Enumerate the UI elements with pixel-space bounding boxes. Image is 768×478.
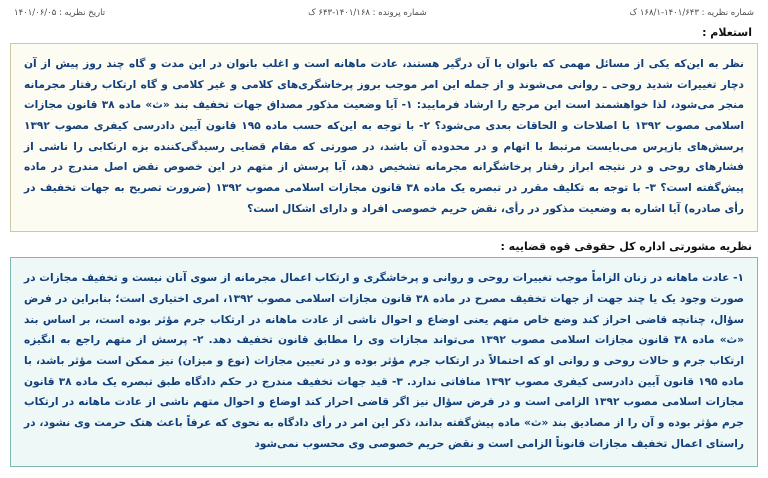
- inquiry-box: [10, 43, 758, 232]
- inquiry-text: نظر به این‌که یکی از مسائل مهمی که بانوان با آن درگیر هستند، عادت ماهانه است و اغلب بانوان در این مدت و گاه چند روز پیش از آن دچار تغییرات شدید روحی ـ روانی می‌شوند و از جمله این امر موجب بروز پرخاشگری‌های کلامی و غیر کلامی و گاه ارتکاب رفتار مجرمانه منجر می‌شود، لذا خواهشمند است این مرجع را ارشاد فرمایید: ۱- آیا وضعیت مذکور مصداق جهات تخفیف بند «ث» ماده ۳۸ قانون مجازات اسلامی مصوب ۱۳۹۲ با اصلاحات و الحاقات بعدی می‌شود؟ ۲- با توجه به این‌که حسب ماده ۱۹۵ قانون آیین دادرسی کیفری مصوب ۱۳۹۲ پرسش‌های بازپرس می‌بایست مرتبط با اتهام و در محدوده آن باشد، در صورتی که مقام قضایی رسیدگی‌کننده بزه ارتکابی را ناشی از فشارهای روحی و در نتیجه ابراز رفتار پرخاشگرانه مجرمانه تشخیص دهد، آیا پرسش از متهم در این خصوص نقض اصل مندرج در ماده پیش‌گفته است؟ ۳- با توجه به تکلیف مقرر در تبصره یک ماده ۳۸ قانون مجازات اسلامی مصوب ۱۳۹۲ (ضرورت تصریح به جهات تخفیف در رأی صادره) آیا اشاره به وضعیت مذکور در رأی، نقض حریم خصوصی افراد و دارای اشکال است؟: [24, 58, 745, 215]
- inquiry-label: استعلام :: [702, 26, 752, 39]
- case-number: شماره پرونده : ۱۴۰۱/۱۶۸-۶۴۳ ک: [308, 8, 427, 18]
- opinion-box: [10, 257, 758, 467]
- opinion-date: تاریخ نظریه : ۱۴۰۱/۰۶/۰۵: [14, 8, 106, 18]
- document-meta-row: [10, 6, 758, 18]
- opinion-number: شماره نظریه : ۱۴۰۱/۶۴۳-۱۶۸/۱ ک: [629, 8, 754, 18]
- opinion-text: ۱- عادت ماهانه در زنان الزاماً موجب تغییرات روحی و روانی و پرخاشگری و ارتکاب اعمال مجرمانه از سوی آنان نیست و تخفیف مجازات در صورت وجود یک یا چند جهت از جهات تخفیف مصرح در ماده ۳۸ قانون مجازات اسلامی مصوب ۱۳۹۲، امری اختیاری است؛ بنابراین در فرض سؤال، چنانچه قاضی احراز کند وضع خاص متهم یعنی اوضاع و احوال ناشی از عادت ماهانه در ارتکاب جرم مؤثر بوده است، بر اساس بند «ث» ماده ۳۸ قانون مجازات اسلامی مصوب ۱۳۹۲ می‌تواند مجازات وی را مطابق قانون تخفیف دهد. ۲- پرسش از متهم راجع به انگیزه ارتکاب جرم و حالات روحی و روانی او که احتمالاً در ارتکاب جرم مؤثر بوده و در تعیین مجازات (نوع و میزان) نیز ممکن است مؤثر باشد، با ماده ۱۹۵ قانون آیین دادرسی کیفری مصوب ۱۳۹۲ منافاتی ندارد. ۳- قید جهات تخفیف مندرج در حکم دادگاه طبق تبصره یک ماده ۳۸ قانون مجازات اسلامی مصوب ۱۳۹۲ الزامی است و در فرض سؤال نیز اگر قاضی احراز کند اوضاع و احوال متهم ناشی از عادت ماهانه در ارتکاب جرم مؤثر بوده و آن را از مصادیق بند «ث» ماده پیش‌گفته بداند، ذکر این امر در رأی دادگاه به نحوی که عرفاً باعث هتک حرمت وی نشود، در راستای اعمال تخفیف مجازات قانوناً الزامی است و نقض حریم خصوصی وی محسوب نمی‌شود: [24, 272, 745, 450]
- opinion-label: نظریه مشورتی اداره کل حقوقی قوه قضاییه :: [500, 240, 752, 254]
